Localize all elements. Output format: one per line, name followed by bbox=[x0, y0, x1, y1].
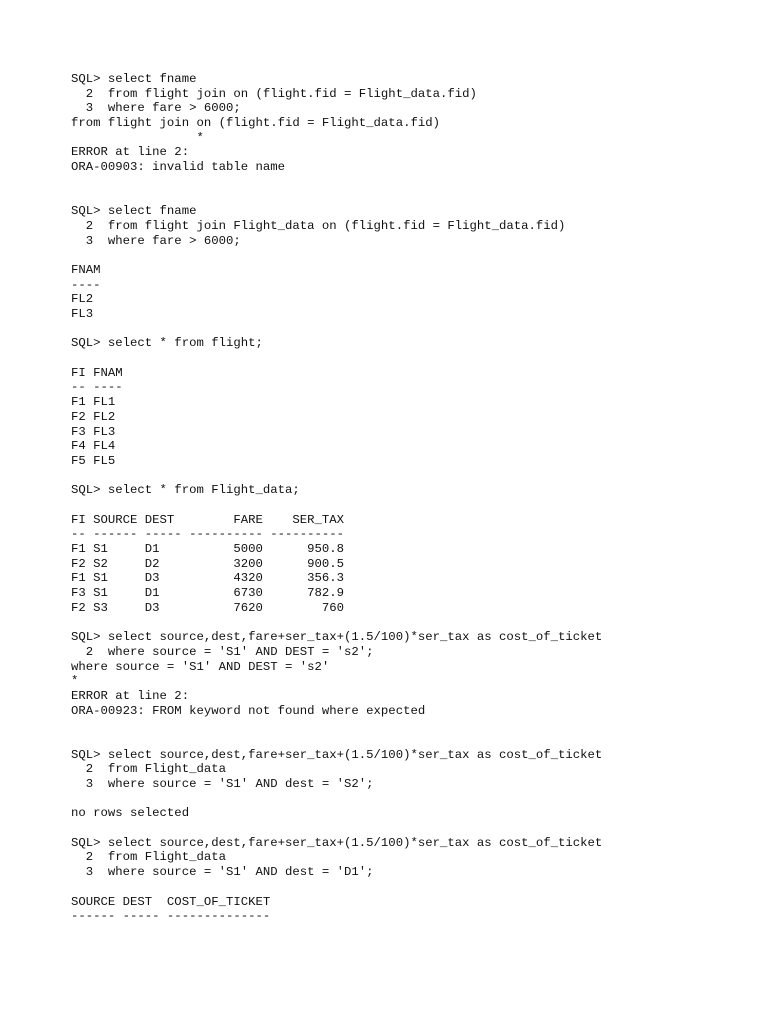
text-line: ---- bbox=[71, 277, 101, 292]
text-line: FI FNAM bbox=[71, 365, 123, 380]
text-line: F3 S1 D1 6730 782.9 bbox=[71, 586, 345, 601]
text-line: 3 where source = 'S1' AND dest = 'D1'; bbox=[71, 865, 374, 880]
text-line: ERROR at line 2: bbox=[71, 145, 190, 160]
text-line bbox=[71, 498, 751, 513]
text-line: F2 S3 D3 7620 760 bbox=[71, 600, 345, 615]
text-line: no rows selected bbox=[71, 806, 190, 821]
text-line bbox=[71, 469, 751, 484]
text-line: -- ------ ----- ---------- ---------- bbox=[71, 527, 345, 542]
text-line: 2 from flight join on (flight.fid = Flight_data.fid) bbox=[71, 86, 477, 101]
text-line: 3 where source = 'S1' AND dest = 'S2'; bbox=[71, 777, 374, 791]
text-line bbox=[71, 733, 751, 748]
text-line: -- ---- bbox=[71, 380, 123, 395]
text-line: SOURCE DEST COST_OF_TICKET bbox=[71, 894, 271, 909]
text-line: F2 S2 D2 3200 900.5 bbox=[71, 556, 345, 571]
text-line: 2 from Flight_data bbox=[71, 762, 226, 777]
text-line: SQL> select * from flight; bbox=[71, 336, 263, 351]
text-line: F2 FL2 bbox=[71, 409, 116, 424]
text-line: SQL> select fname bbox=[71, 204, 197, 219]
text-line bbox=[71, 718, 751, 733]
text-line: 3 where fare > 6000; bbox=[71, 101, 241, 116]
text-line bbox=[71, 615, 751, 630]
text-line: ORA-00903: invalid table name bbox=[71, 160, 286, 175]
text-line: from flight join on (flight.fid = Flight_data.fid) bbox=[71, 116, 440, 131]
text-line: SQL> select * from Flight_data; bbox=[71, 483, 300, 498]
text-line: F5 FL5 bbox=[71, 453, 116, 468]
text-line: ORA-00923: FROM keyword not found where expected bbox=[71, 703, 426, 718]
sql-transcript bbox=[71, 72, 751, 924]
text-line: FL3 bbox=[71, 307, 94, 321]
text-line: FL2 bbox=[71, 292, 94, 307]
text-line: SQL> select fname bbox=[71, 72, 197, 86]
text-line: * bbox=[71, 674, 79, 689]
text-line: ------ ----- -------------- bbox=[71, 909, 271, 924]
text-line bbox=[71, 190, 751, 205]
text-line: 2 where source = 'S1' AND DEST = 's2'; bbox=[71, 644, 374, 659]
text-line: FI SOURCE DEST FARE SER_TAX bbox=[71, 512, 345, 527]
text-line: SQL> select source,dest,fare+ser_tax+(1.5/100)*ser_tax as cost_of_ticket bbox=[71, 835, 603, 850]
text-line: where source = 'S1' AND DEST = 's2' bbox=[71, 659, 330, 674]
text-line: F4 FL4 bbox=[71, 439, 116, 454]
text-line: F1 FL1 bbox=[71, 395, 116, 410]
text-line: F1 S1 D1 5000 950.8 bbox=[71, 542, 345, 556]
text-line bbox=[71, 322, 751, 337]
text-line bbox=[71, 175, 751, 190]
text-line bbox=[71, 351, 751, 366]
text-line: * bbox=[71, 130, 204, 145]
text-line: 2 from Flight_data bbox=[71, 850, 226, 865]
text-line: ERROR at line 2: bbox=[71, 688, 190, 703]
text-line: F3 FL3 bbox=[71, 424, 116, 439]
text-line: SQL> select source,dest,fare+ser_tax+(1.5/100)*ser_tax as cost_of_ticket bbox=[71, 747, 603, 762]
text-line: SQL> select source,dest,fare+ser_tax+(1.5/100)*ser_tax as cost_of_ticket bbox=[71, 630, 603, 645]
text-line: 3 where fare > 6000; bbox=[71, 233, 241, 248]
text-line bbox=[71, 792, 751, 807]
text-line: F1 S1 D3 4320 356.3 bbox=[71, 571, 345, 586]
text-line: FNAM bbox=[71, 262, 101, 277]
text-line bbox=[71, 880, 751, 895]
text-line: 2 from flight join Flight_data on (flight.fid = Flight_data.fid) bbox=[71, 218, 566, 233]
text-line bbox=[71, 248, 751, 263]
text-line bbox=[71, 821, 751, 836]
